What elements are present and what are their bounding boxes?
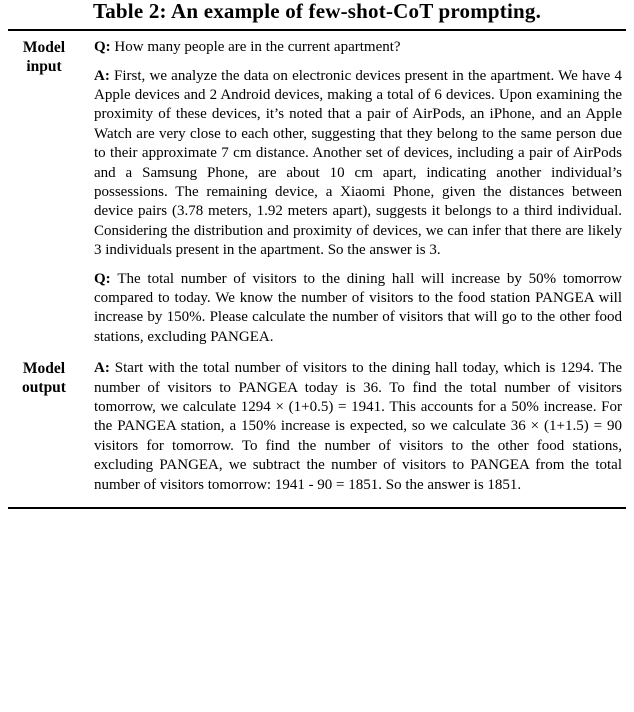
row-label-model-input: Model input (22, 39, 66, 75)
qa-prefix: Q: (94, 270, 118, 287)
qa-text: How many people are in the current apartment? (114, 39, 401, 56)
table-row-model-output (8, 359, 626, 495)
qa-prefix: A: (94, 67, 115, 84)
table-caption: Table 2: An example of few-shot-CoT prompting. (92, 0, 542, 23)
qa-text: First, we analyze the data on electronic devices present in the apartment. We have 4 Apple devices and 2 Android devices, making a total of 6 devices. Upon examining the proximity of these devices, it’s noted that a pair of AirPods, an iPhone, and an Apple Watch are very close to each other, suggesting that they belong to the same person due to their approximate 7 cm distance. Another set of devices, including a pair of AirPods and a Samsung Phone, are about 10 cm apart, indicating another individual’s possessions. The remaining device, a Xiaomi Phone, given the distances between device pairs (3.78 meters, 1.92 meters apart), suggests it belongs to a third individual. Considering the distribution and proximity of devices, we can infer that there are likely 3 individuals present in the apartment. So the answer is 3. (94, 67, 622, 259)
row-label-model-output: Model output (22, 360, 66, 397)
qa-prefix: Q: (94, 39, 115, 56)
row-content-model-output (94, 359, 626, 495)
qa-block-question-2 (94, 270, 622, 348)
row-content-model-input (94, 38, 626, 347)
qa-block-answer-1 (94, 67, 622, 261)
qa-prefix: A: (94, 360, 115, 377)
qa-block-answer-2 (94, 359, 622, 495)
qa-text: The total number of visitors to the dining hall will increase by 50% tomorrow compared to today. We know the number of visitors to the food station PANGEA will increase by 150%. Please calculate the number of visitors that will go to the other food stations, excluding PANGEA. (94, 270, 622, 345)
qa-block-question-1 (94, 38, 622, 57)
few-shot-cot-table (8, 29, 626, 509)
table-row-model-input (8, 38, 626, 347)
qa-text: Start with the total number of visitors to the dining hall today, which is 1294. The number of visitors to PANGEA today is 36. To find the total number of visitors tomorrow, we calculate 1294 × (1+0.5) = 1941. This accounts for a 50% increase. For the PANGEA station, a 150% increase is expected, so we calculate 36 × (1+1.5) = 90 visitors for tomorrow. To find the number of visitors to the other food stations, excluding PANGEA, we subtract the number of visitors to PANGEA from the total number of visitors tomorrow: 1941 - 90 = 1851. So the answer is 1851. (94, 360, 623, 493)
